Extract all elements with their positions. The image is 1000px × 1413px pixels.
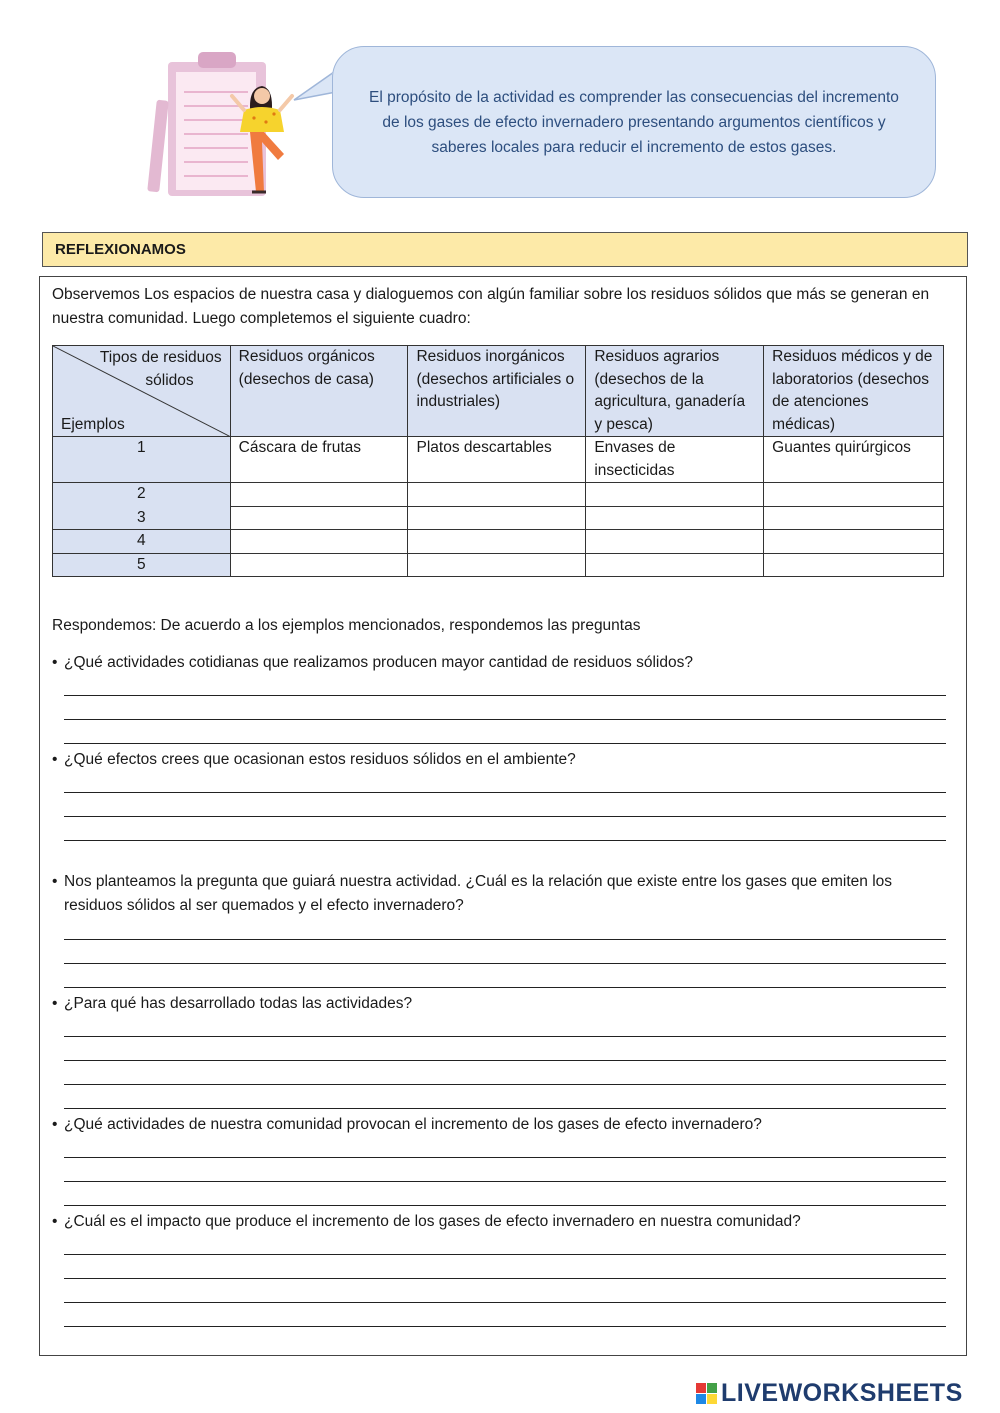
table-input-cell[interactable] bbox=[586, 553, 764, 577]
table-input-cell[interactable] bbox=[230, 507, 408, 530]
question-text: Nos planteamos la pregunta que guiará nuestra actividad. ¿Cuál es la relación que existe entre los gases que emiten los residuos sólidos al ser quemados y el efecto invernadero? bbox=[64, 873, 893, 914]
answer-line[interactable] bbox=[64, 792, 946, 793]
respond-instruction: Respondemos: De acuerdo a los ejemplos mencionados, respondemos las preguntas bbox=[52, 617, 641, 634]
clipboard-girl-illustration bbox=[140, 48, 310, 200]
corner-label-solids: sólidos bbox=[145, 372, 194, 389]
table-input-cell[interactable] bbox=[586, 530, 764, 554]
question-text: ¿Cuál es el impacto que produce el incremento de los gases de efecto invernadero en nuestra comunidad? bbox=[64, 1213, 801, 1230]
question-2 bbox=[52, 748, 952, 772]
table-row bbox=[53, 530, 944, 554]
bullet: • bbox=[52, 751, 58, 768]
table-cell: Cáscara de frutas bbox=[230, 437, 408, 483]
answer-line[interactable] bbox=[64, 719, 946, 720]
table-input-cell[interactable] bbox=[586, 483, 764, 507]
row-number: 5 bbox=[53, 553, 231, 577]
answer-line[interactable] bbox=[64, 1326, 946, 1327]
purpose-speech-bubble bbox=[332, 46, 936, 198]
table-row bbox=[53, 483, 944, 507]
answer-line[interactable] bbox=[64, 1108, 946, 1109]
purpose-text: El propósito de la actividad es comprender las consecuencias del incremento de los gases de efecto invernadero presentando argumentos científicos y saberes locales para reducir el incremento de estos gases. bbox=[369, 88, 899, 156]
table-input-cell[interactable] bbox=[408, 483, 586, 507]
table-row bbox=[53, 553, 944, 577]
table-input-cell[interactable] bbox=[764, 483, 944, 507]
header-inorganic: Residuos inorgánicos (desechos artificiales o industriales) bbox=[408, 346, 586, 437]
table-corner-header bbox=[53, 346, 231, 437]
table-input-cell[interactable] bbox=[230, 553, 408, 577]
table-cell: Platos descartables bbox=[408, 437, 586, 483]
question-5 bbox=[52, 1113, 952, 1137]
table-cell: Envases de insecticidas bbox=[586, 437, 764, 483]
logo-icon bbox=[696, 1383, 717, 1404]
answer-line[interactable] bbox=[64, 743, 946, 744]
bullet: • bbox=[52, 654, 58, 671]
table-input-cell[interactable] bbox=[764, 507, 944, 530]
header-agrarian: Residuos agrarios (desechos de la agricultura, ganadería y pesca) bbox=[586, 346, 764, 437]
answer-line[interactable] bbox=[64, 1181, 946, 1182]
table-input-cell[interactable] bbox=[408, 507, 586, 530]
answer-line[interactable] bbox=[64, 816, 946, 817]
question-1 bbox=[52, 651, 952, 675]
table-input-cell[interactable] bbox=[586, 507, 764, 530]
question-6 bbox=[52, 1210, 952, 1234]
corner-label-types: Tipos de residuos bbox=[99, 349, 222, 366]
logo-text: LIVEWORKSHEETS bbox=[721, 1378, 963, 1407]
row-number: 2 bbox=[53, 483, 231, 507]
question-text: ¿Qué efectos crees que ocasionan estos residuos sólidos en el ambiente? bbox=[64, 751, 576, 768]
table-cell: Guantes quirúrgicos bbox=[764, 437, 944, 483]
bullet: • bbox=[52, 1116, 58, 1133]
intro-paragraph: Observemos Los espacios de nuestra casa y dialoguemos con algún familiar sobre los residuos sólidos que más se generan en nuestra comunidad. Luego completemos el siguiente cuadro: bbox=[52, 286, 930, 327]
table-input-cell[interactable] bbox=[230, 530, 408, 554]
question-4 bbox=[52, 992, 952, 1016]
answer-line[interactable] bbox=[64, 1254, 946, 1255]
table-input-cell[interactable] bbox=[764, 553, 944, 577]
row-number: 1 bbox=[53, 437, 231, 483]
bullet: • bbox=[52, 873, 58, 890]
question-3 bbox=[52, 870, 952, 918]
answer-line[interactable] bbox=[64, 1084, 946, 1085]
answer-line[interactable] bbox=[64, 939, 946, 940]
answer-line[interactable] bbox=[64, 1205, 946, 1206]
answer-line[interactable] bbox=[64, 695, 946, 696]
bullet: • bbox=[52, 1213, 58, 1230]
table-input-cell[interactable] bbox=[764, 530, 944, 554]
table-input-cell[interactable] bbox=[408, 530, 586, 554]
question-text: ¿Qué actividades cotidianas que realizamos producen mayor cantidad de residuos sólidos? bbox=[64, 654, 693, 671]
row-number: 4 bbox=[53, 530, 231, 554]
section-header-reflexionamos: REFLEXIONAMOS bbox=[42, 232, 968, 267]
waste-types-table bbox=[52, 345, 944, 577]
header-medical: Residuos médicos y de laboratorios (desechos de atenciones médicas) bbox=[764, 346, 944, 437]
table-row bbox=[53, 437, 944, 483]
liveworksheets-logo[interactable] bbox=[696, 1378, 963, 1408]
answer-line[interactable] bbox=[64, 963, 946, 964]
table-row bbox=[53, 507, 944, 530]
answer-line[interactable] bbox=[64, 1278, 946, 1279]
question-text: ¿Para qué has desarrollado todas las actividades? bbox=[64, 995, 413, 1012]
question-text: ¿Qué actividades de nuestra comunidad provocan el incremento de los gases de efecto invernadero? bbox=[64, 1116, 762, 1133]
corner-label-examples: Ejemplos bbox=[61, 416, 125, 433]
answer-line[interactable] bbox=[64, 1302, 946, 1303]
table-input-cell[interactable] bbox=[230, 483, 408, 507]
header-organic: Residuos orgánicos (desechos de casa) bbox=[230, 346, 408, 437]
answer-line[interactable] bbox=[64, 987, 946, 988]
answer-line[interactable] bbox=[64, 1036, 946, 1037]
row-number: 3 bbox=[53, 507, 231, 530]
answer-line[interactable] bbox=[64, 1060, 946, 1061]
table-input-cell[interactable] bbox=[408, 553, 586, 577]
bullet: • bbox=[52, 995, 58, 1012]
answer-line[interactable] bbox=[64, 1157, 946, 1158]
answer-line[interactable] bbox=[64, 840, 946, 841]
